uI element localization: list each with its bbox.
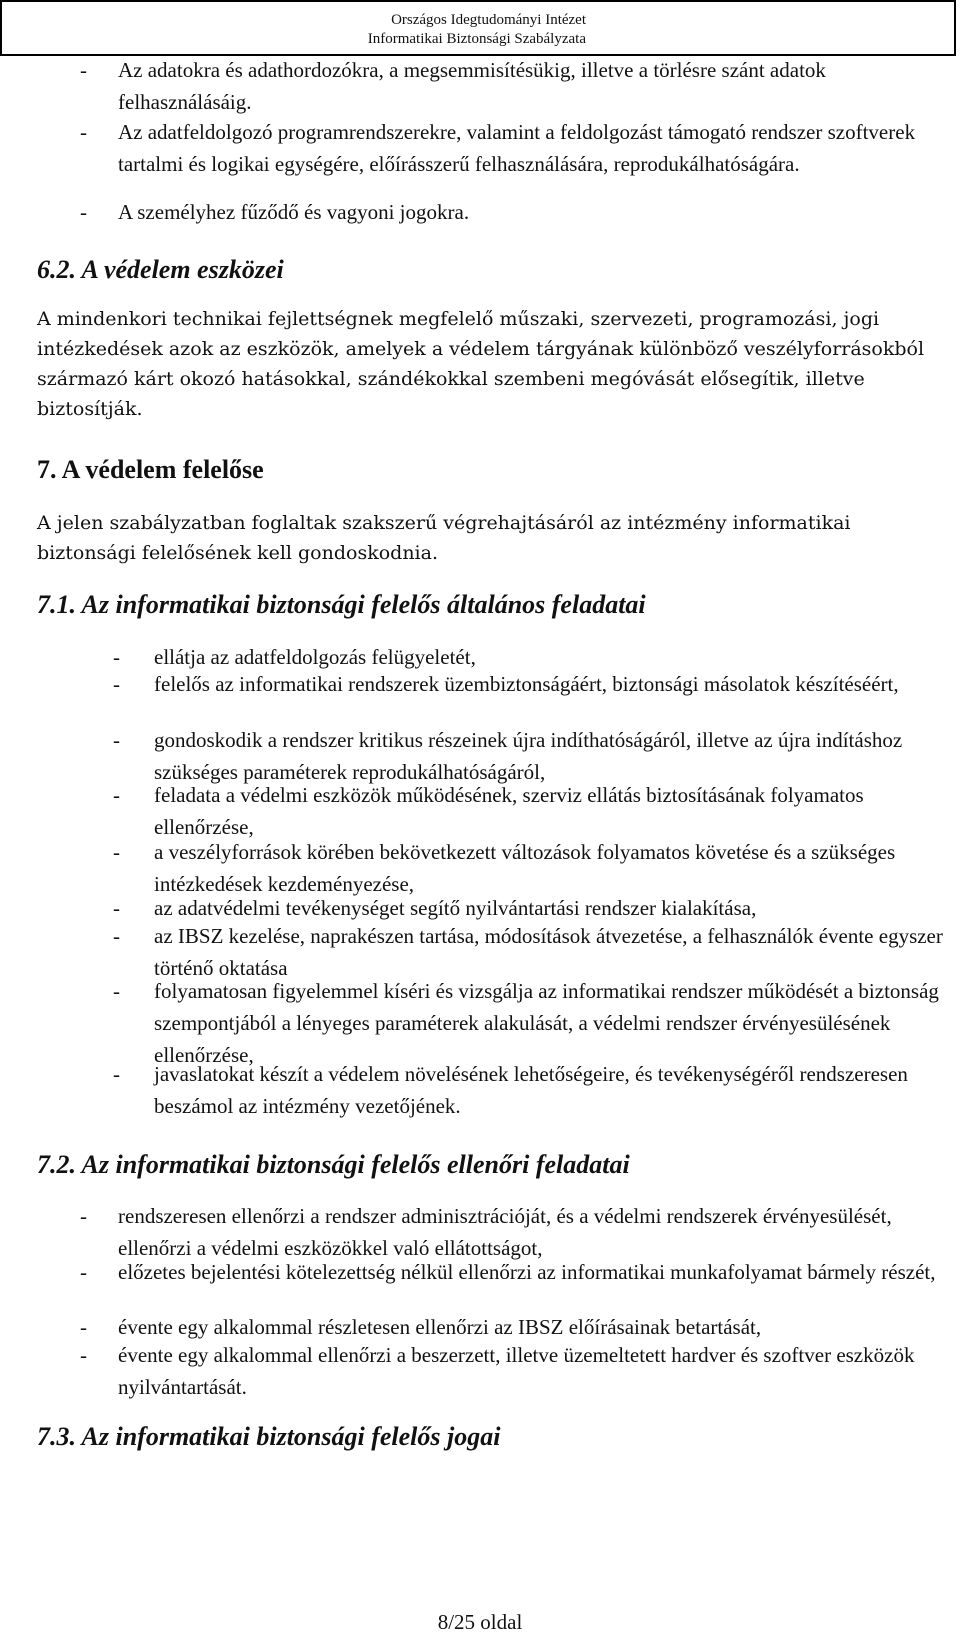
list-dash: -	[113, 645, 120, 669]
list-item: - Az adatfeldolgozó programrendszerekre, valamint a feldolgozást támogató rendszer szoftverek tartalmi és logikai egységére, előírásszerű felhasználására, reprodukálhatóságára.	[80, 116, 948, 180]
section-heading-6-2: 6.2. A védelem eszközei	[37, 255, 284, 284]
list-item: - feladata a védelmi eszközök működésének, szerviz ellátás biztosításának folyamatos ellenőrzése,	[113, 779, 953, 843]
list-item: - a veszélyforrások körében bekövetkezett változások folyamatos követése és a szükséges intézkedések kezdeményezése,	[113, 836, 953, 900]
list-dash: -	[113, 1062, 120, 1086]
list-dash: -	[80, 1343, 87, 1367]
section-heading-7-2: 7.2. Az informatikai biztonsági felelős ellenőri feladatai	[37, 1150, 630, 1179]
list-item: - előzetes bejelentési kötelezettség nélkül ellenőrzi az informatikai munkafolyamat bármely részét,	[80, 1256, 948, 1288]
list-dash: -	[113, 896, 120, 920]
section-heading-7: 7. A védelem felelőse	[37, 455, 264, 484]
section-heading-7-1: 7.1. Az informatikai biztonsági felelős általános feladatai	[37, 590, 646, 619]
list-item: - javaslatokat készít a védelem növelésének lehetőségeire, és tevékenységéről rendszeresen beszámol az intézmény vezetőjének.	[113, 1058, 953, 1122]
header-document-title: Informatikai Biztonsági Szabályzata	[367, 31, 586, 47]
list-item: - folyamatosan figyelemmel kíséri és vizsgálja az informatikai rendszer működését a biztonság szempontjából a lényeges paraméterek alakulását, a védelmi rendszer érvényesülésének ellenőrzése,	[113, 975, 953, 1071]
list-dash: -	[80, 1204, 87, 1228]
list-item: - évente egy alkalommal ellenőrzi a beszerzett, illetve üzemeltetett hardver és szoftver eszközök nyilvántartását.	[80, 1339, 948, 1403]
header-institution: Országos Idegtudományi Intézet	[391, 12, 586, 28]
list-dash: -	[113, 840, 120, 864]
section-paragraph-7: A jelen szabályzatban foglaltak szakszerű végrehajtásáról az intézmény informatikai biztonsági felelősének kell gondoskodnia.	[37, 512, 851, 564]
list-item: - az IBSZ kezelése, naprakészen tartása, módosítások átvezetése, a felhasználók évente egyszer történő oktatása	[113, 920, 953, 984]
list-dash: -	[80, 1260, 87, 1284]
list-item: - rendszeresen ellenőrzi a rendszer adminisztrációját, és a védelmi rendszerek érvényesülését, ellenőrzi a védelmi eszközökkel való ellátottságot,	[80, 1200, 948, 1264]
list-item: - felelős az informatikai rendszerek üzembiztonságáért, biztonsági másolatok készítéséért,	[113, 668, 953, 700]
page-header	[0, 0, 956, 56]
list-dash: -	[113, 672, 120, 696]
list-dash: -	[80, 200, 87, 224]
list-dash: -	[80, 1315, 87, 1339]
list-dash: -	[80, 120, 87, 144]
list-item: - ellátja az adatfeldolgozás felügyeletét,	[113, 641, 953, 673]
list-item: - az adatvédelmi tevékenységet segítő nyilvántartási rendszer kialakítása,	[113, 892, 953, 924]
list-dash: -	[113, 924, 120, 948]
list-item: - gondoskodik a rendszer kritikus részeinek újra indíthatóságáról, illetve az újra indításhoz szükséges paraméterek reprodukálhatóságáról,	[113, 724, 953, 788]
list-item: - Az adatokra és adathordozókra, a megsemmisítésükig, illetve a törlésre szánt adatok felhasználásáig.	[80, 54, 948, 118]
list-dash: -	[113, 728, 120, 752]
list-dash: -	[113, 783, 120, 807]
list-item: - évente egy alkalommal részletesen ellenőrzi az IBSZ előírásainak betartását,	[80, 1311, 948, 1343]
section-heading-7-3: 7.3. Az informatikai biztonsági felelős jogai	[37, 1422, 501, 1451]
list-dash: -	[113, 979, 120, 1003]
list-item: - A személyhez fűződő és vagyoni jogokra.	[80, 196, 948, 228]
page-number: 8/25 oldal	[437, 1610, 523, 1634]
list-dash: -	[80, 58, 87, 82]
section-paragraph-6-2: A mindenkori technikai fejlettségnek megfelelő műszaki, szervezeti, programozási, jogi intézkedések azok az eszközök, amelyek a védelem tárgyának különböző veszélyforrásokból származó kárt okozó hatásokkal, szándékokkal szembeni megóvását elősegítik, illetve biztosítják.	[37, 308, 925, 420]
